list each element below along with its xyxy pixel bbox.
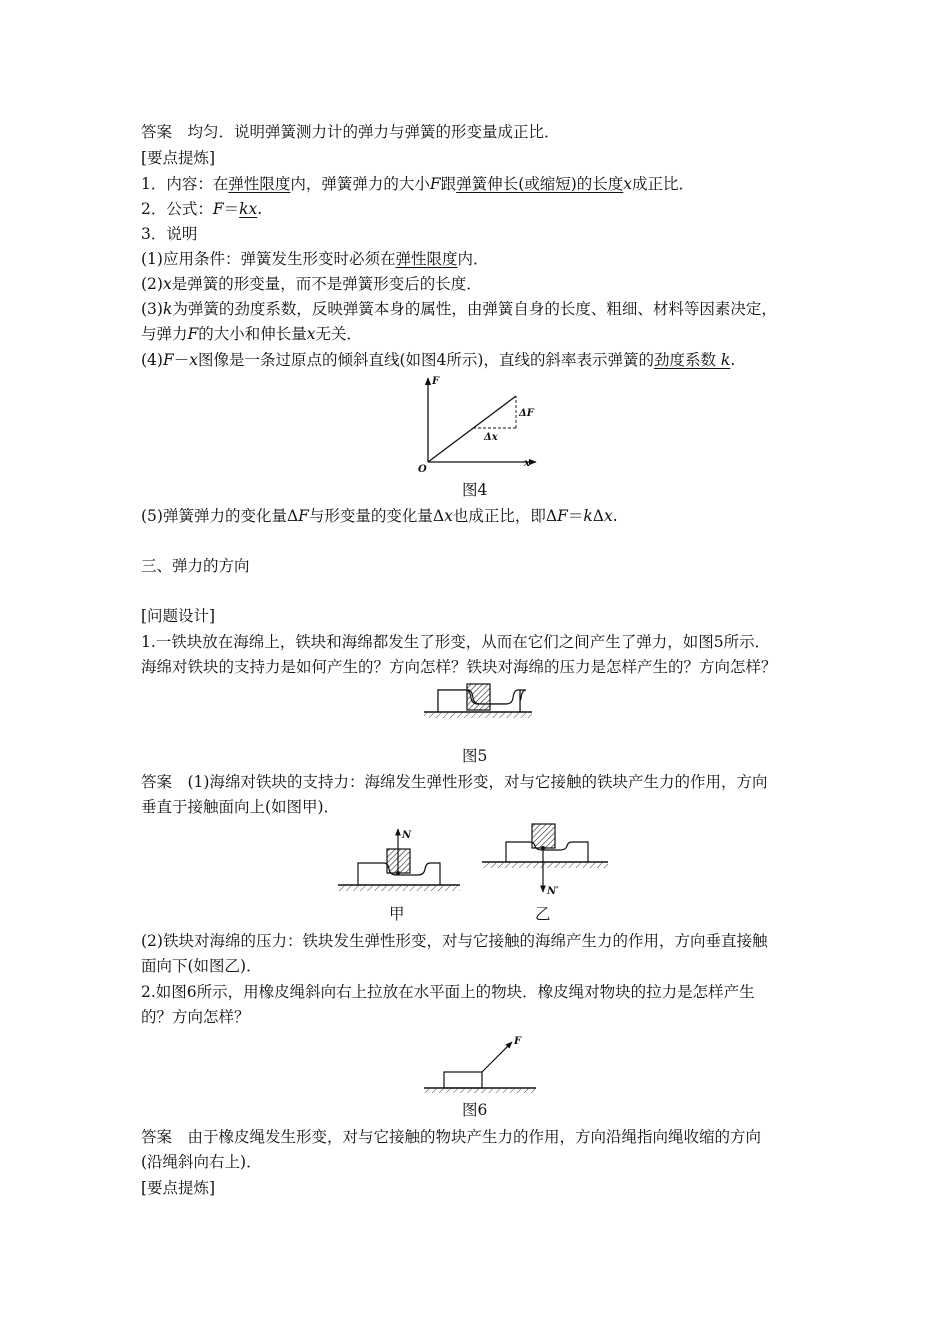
answer-2-cont: 面向下(如图乙)． — [141, 957, 262, 975]
section-tag: [要点提炼] — [141, 149, 216, 167]
point-content: 1．内容：在弹性限度内，弹簧弹力的大小F跟弹簧伸长(或缩短)的长度x成正比． — [141, 175, 695, 193]
point-notes-heading: 3．说明 — [141, 225, 198, 243]
question-1: 1.一铁块放在海绵上，铁块和海绵都发生了形变，从而在它们之间产生了弹力，如图5所示． — [141, 633, 771, 651]
figure-5-diagram — [420, 684, 540, 734]
figure-6-caption: 图6 — [462, 1101, 488, 1119]
figure-jia-caption: 甲 — [389, 905, 405, 923]
figure-yi-caption: 乙 — [535, 905, 551, 923]
figure-jia-diagram — [334, 825, 464, 897]
figure-yi-diagram — [480, 822, 610, 900]
delta-f-label: ΔF — [519, 408, 534, 419]
answer-line: 答案 均匀．说明弹簧测力计的弹力与弹簧的形变量成正比． — [141, 123, 560, 141]
answer-3: 答案 由于橡皮绳发生形变，对与它接触的物块产生力的作用，方向沿绳指向绳收缩的方向 — [141, 1128, 762, 1146]
delta-x-label: Δx — [484, 432, 498, 443]
answer-3-cont: (沿绳斜向右上)． — [141, 1153, 262, 1171]
origin-label: O — [418, 464, 427, 475]
figure-6-diagram — [420, 1034, 540, 1094]
point-formula: 2．公式：F＝kx. — [141, 200, 263, 218]
force-n-prime-label: N′ — [547, 886, 559, 897]
force-n-label: N — [402, 830, 412, 841]
note-3-cont: 与弹力F的大小和伸长量x无关． — [141, 325, 363, 343]
figure-4-graph — [412, 374, 542, 474]
answer-1: 答案 (1)海绵对铁块的支持力：海绵发生弹性形变，对与它接触的铁块产生力的作用，方向 — [141, 773, 768, 791]
question-1-cont: 海绵对铁块的支持力是如何产生的？方向怎样？铁块对海绵的压力是怎样产生的？方向怎样？ — [141, 658, 777, 676]
section-heading: 三、弹力的方向 — [141, 557, 250, 575]
force-f-label: F — [514, 1036, 522, 1047]
figure-4-caption: 图4 — [462, 481, 488, 499]
figure-5-caption: 图5 — [462, 747, 488, 765]
note-5: (5)弹簧弹力的变化量ΔF与形变量的变化量Δx也成正比，即ΔF＝kΔx. — [141, 507, 618, 525]
question-2-cont: 的？方向怎样？ — [141, 1008, 250, 1026]
y-axis-label: F — [432, 376, 440, 387]
note-1: (1)应用条件：弹簧发生形变时必须在弹性限度内． — [141, 250, 489, 268]
note-2: (2)x是弹簧的形变量，而不是弹簧形变后的长度． — [141, 275, 482, 293]
x-axis-label: x — [524, 458, 530, 469]
answer-2: (2)铁块对海绵的压力：铁块发生弹性形变，对与它接触的海绵产生力的作用，方向垂直接触 — [141, 932, 768, 950]
section-tag-2: [要点提炼] — [141, 1179, 216, 1197]
question-2: 2.如图6所示，用橡皮绳斜向右上拉放在水平面上的物块．橡皮绳对物块的拉力是怎样产生 — [141, 983, 755, 1001]
answer-1-cont: 垂直于接触面向上(如图甲)． — [141, 798, 340, 816]
note-3: (3)k为弹簧的劲度系数，反映弹簧本身的属性，由弹簧自身的长度、粗细、材料等因素决定， — [141, 300, 777, 318]
question-tag: [问题设计] — [141, 607, 216, 625]
note-4: (4)F－x图像是一条过原点的倾斜直线(如图4所示)，直线的斜率表示弹簧的劲度系数 k. — [141, 351, 736, 369]
